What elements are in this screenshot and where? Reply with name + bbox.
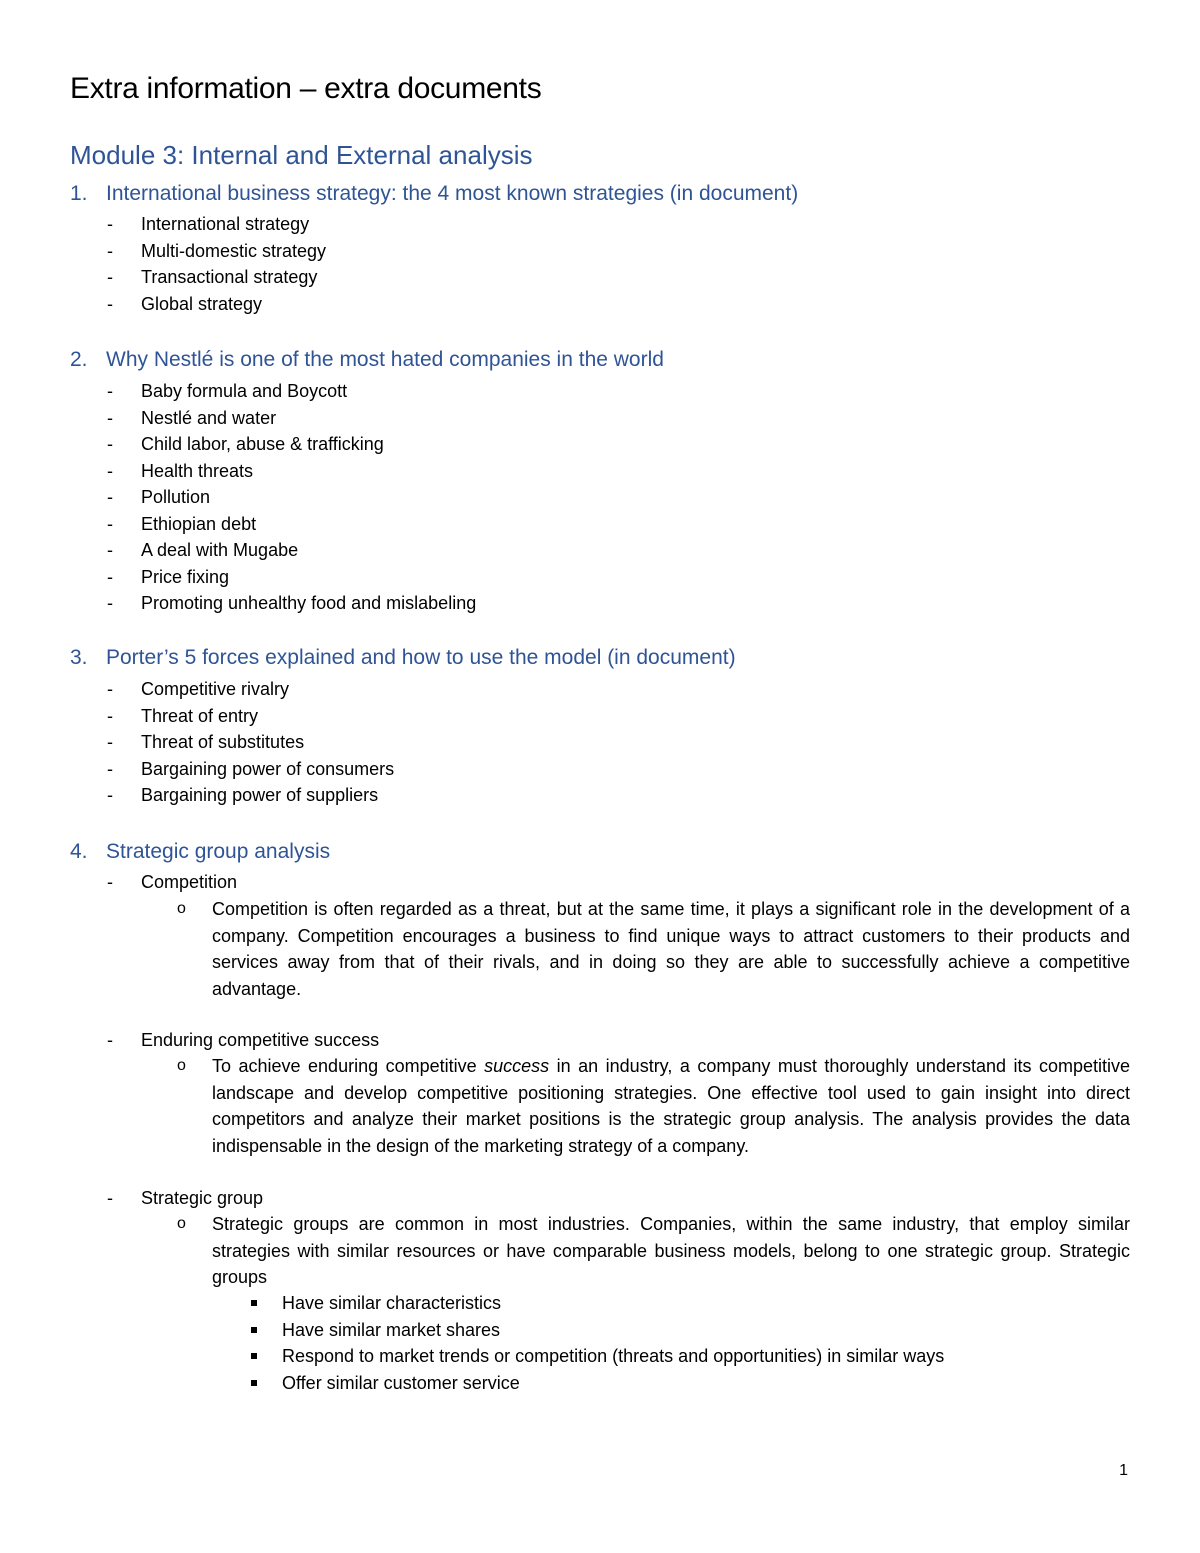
circle-bullet-icon: o [177,900,186,917]
section-2-list [107,378,476,617]
list-item: Have similar characteristics [247,1290,944,1317]
section-3-title: Porter’s 5 forces explained and how to use the model (in document) [106,646,736,669]
section-1-number: 1. [70,182,88,205]
list-item: - Ethiopian debt [107,511,476,538]
section-2-number: 2. [70,348,88,371]
list-item: - Threat of entry [107,703,394,730]
subsection-strategic-group-label: - Strategic group [107,1185,263,1212]
list-item: - Transactional strategy [107,264,326,291]
paragraph-text [212,1053,1130,1159]
strategic-group-points [247,1290,944,1396]
section-4-title: Strategic group analysis [106,840,331,863]
section-4-heading [70,840,330,864]
paragraph-italic-word: success [484,1056,550,1076]
section-3-heading [70,646,736,670]
list-item: - Pollution [107,484,476,511]
list-item: Respond to market trends or competition (threats and opportunities) in similar ways [247,1343,944,1370]
list-item: - Global strategy [107,291,326,318]
list-item: - Threat of substitutes [107,729,394,756]
list-item: - Bargaining power of suppliers [107,782,394,809]
paragraph-text: Competition is often regarded as a threat, but at the same time, it plays a significant role in the development of a company. Competition encourages a business to find unique ways to attract customers to their products and services away from that of their rivals, and in doing so they are able to successfully achieve a competitive advantage. [212,899,1130,999]
circle-bullet-icon: o [177,1215,186,1232]
list-item: Offer similar customer service [247,1370,944,1397]
list-item: - Multi-domestic strategy [107,238,326,265]
list-item: - A deal with Mugabe [107,537,476,564]
section-4-number: 4. [70,840,88,863]
subsection-strategic-group-paragraph [177,1211,1130,1291]
section-2-heading [70,348,664,372]
subsection-enduring-paragraph [177,1053,1130,1159]
list-item: - International strategy [107,211,326,238]
section-1-heading [70,182,798,206]
paragraph-text-part: in an industry, a company must thoroughly understand its competitive landscape and develop competitive positioning strategies. One effective tool used to gain insight into direct competitors and analyze their market positions is the strategic group analysis. The analysis provides the data indispensable in the design of the marketing strategy of a company. [212,1056,1131,1156]
page-number: 1 [1119,1462,1128,1479]
paragraph-text-part: To achieve enduring competitive [212,1056,485,1076]
list-item: - Competitive rivalry [107,676,394,703]
document-title: Extra information – extra documents [70,72,542,105]
list-item: - Child labor, abuse & trafficking [107,431,476,458]
subsection-enduring-label: - Enduring competitive success [107,1027,379,1054]
section-1-list [107,211,326,317]
paragraph-text: Strategic groups are common in most industries. Companies, within the same industry, that employ similar strategies with similar resources or have comparable business models, belong to one strategic group. Strategic groups [212,1214,1130,1287]
list-item: - Nestlé and water [107,405,476,432]
list-item: Have similar market shares [247,1317,944,1344]
section-3-list [107,676,394,809]
section-1-title: International business strategy: the 4 most known strategies (in document) [106,182,799,205]
list-item: - Promoting unhealthy food and mislabeling [107,590,476,617]
subsection-competition-label: - Competition [107,869,237,896]
module-heading: Module 3: Internal and External analysis [70,140,533,170]
list-item: - Bargaining power of consumers [107,756,394,783]
list-item: - Baby formula and Boycott [107,378,476,405]
section-3-number: 3. [70,646,88,669]
section-2-title: Why Nestlé is one of the most hated companies in the world [106,348,664,371]
subsection-competition-paragraph [177,896,1130,1002]
circle-bullet-icon: o [177,1057,186,1074]
list-item: - Health threats [107,458,476,485]
list-item: - Price fixing [107,564,476,591]
